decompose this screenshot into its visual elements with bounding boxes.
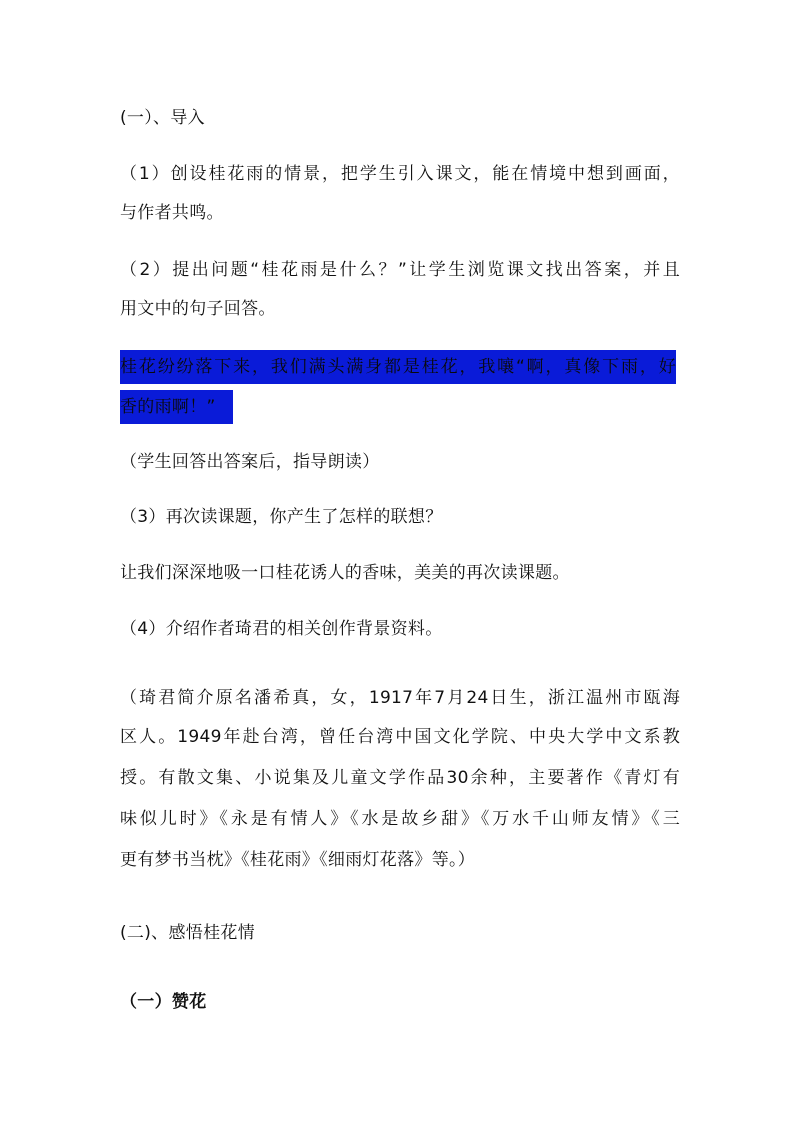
highlighted-quote-text-1: 桂花纷纷落下来，我们满头满身都是桂花，我嚷“啊，真像下雨，好: [120, 357, 676, 377]
highlighted-quote-line-1: [120, 350, 676, 384]
paragraph-1-line-1: （1）创设桂花雨的情景，把学生引入课文，能在情境中想到画面，: [120, 164, 680, 184]
paragraph-2-line-2: 用文中的句子回答。: [120, 299, 276, 319]
highlighted-quote-text-2: 香的雨啊！”: [120, 397, 216, 417]
paragraph-5: 让我们深深地吸一口桂花诱人的香味，美美的再次读课题。: [120, 563, 570, 583]
paragraph-2-line-1: （2）提出问题“桂花雨是什么？”让学生浏览课文找出答案，并且: [120, 260, 680, 280]
paragraph-3: （学生回答出答案后，指导朗读）: [120, 452, 380, 472]
author-bio-line-5: 更有梦书当枕》《桂花雨》《细雨灯花落》等。）: [120, 850, 476, 870]
paragraph-6: （4）介绍作者琦君的相关创作背景资料。: [120, 619, 443, 639]
author-bio-line-1: （琦君简介原名潘希真，女，1917年7月24日生，浙江温州市瓯海: [120, 688, 680, 708]
author-bio-line-2: 区人。1949年赴台湾，曾任台湾中国文化学院、中央大学中文系教: [120, 727, 680, 747]
highlighted-quote-line-2: [120, 390, 233, 424]
author-bio-line-3: 授。有散文集、小说集及儿童文学作品30余种，主要著作《青灯有: [120, 768, 680, 788]
section-1-title: (一）、导入: [120, 108, 205, 128]
paragraph-1-line-2: 与作者共鸣。: [120, 203, 224, 223]
paragraph-4: （3）再次读课题，你产生了怎样的联想？: [120, 507, 443, 527]
subsection-title: （一）赞花: [120, 992, 207, 1012]
author-bio-line-4: 味似儿时》《永是有情人》《水是故乡甜》《万水千山师友情》《三: [120, 809, 680, 829]
section-2-title: (二)、感悟桂花情: [120, 923, 255, 943]
